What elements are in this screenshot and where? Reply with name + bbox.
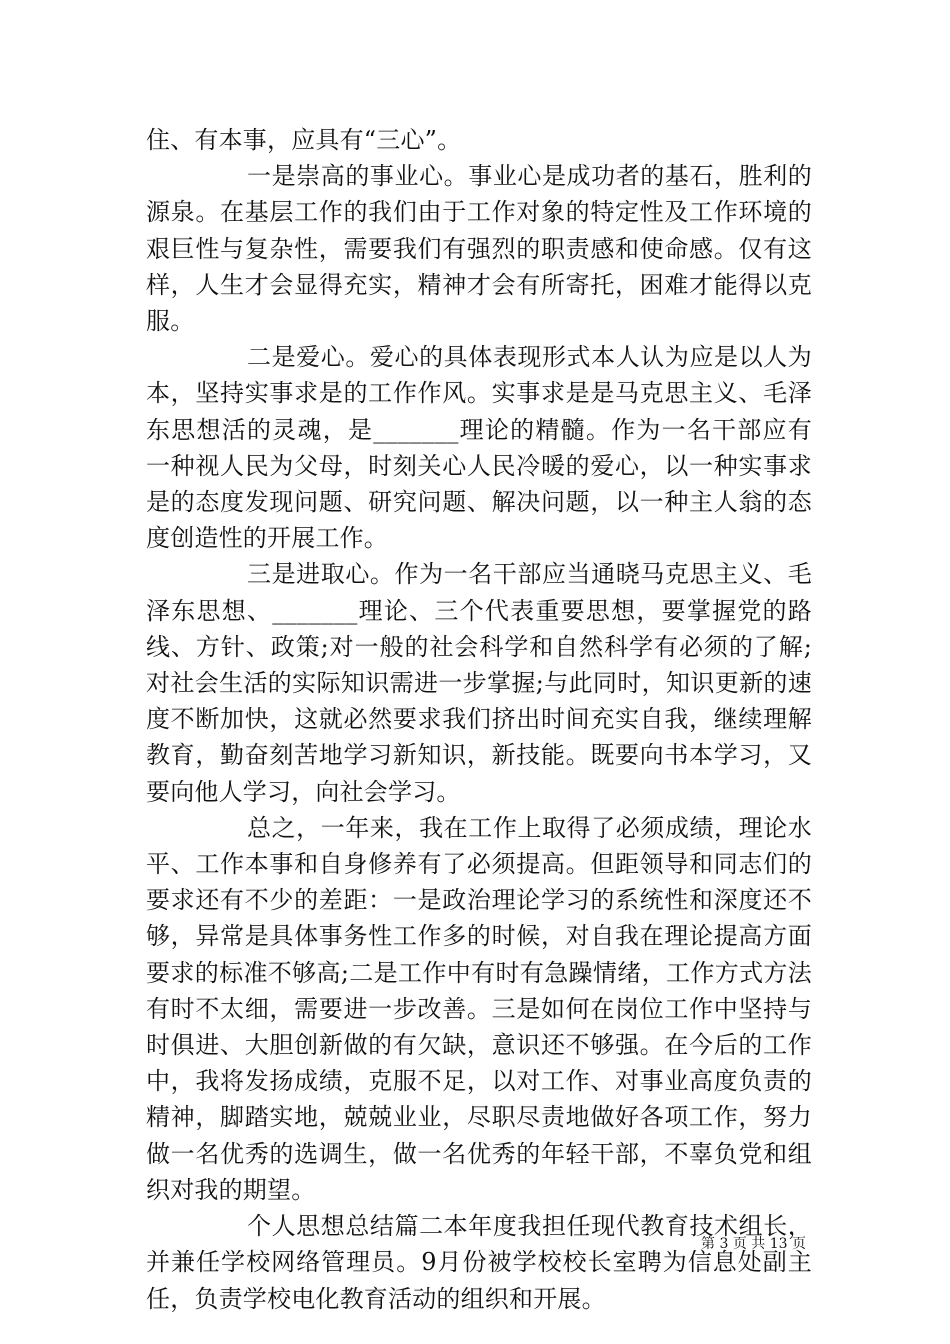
paragraph-summary: 总之，一年来，我在工作上取得了必须成绩，理论水平、工作本事和自身修养有了必须提高。但距领导和同志们的要求还有不少的差距：一是政治理论学习的系统性和深度还不够，异常是具体事务性工作多的时候，对自我在理论提高方面要求的标准不够高;二是工作中有时有急躁情绪，工作方式方法有时不太细，需要进一步改善。三是如何在岗位工作中坚持与时俱进、大胆创新做的有欠缺，意识还不够强。在今后的工作中，我将发扬成绩，克服不足，以对工作、对事业高度负责的精神，脚踏实地，兢兢业业，尽职尽责地做好各项工作，努力做一名优秀的选调生，做一名优秀的年轻干部，不辜负党和组织对我的期望。 <box>146 813 812 1204</box>
page-number: 第 3 页 共 13 页 <box>701 1236 806 1252</box>
paragraph-continuation: 住、有本事，应具有“三心”。 <box>146 126 462 154</box>
paragraph-part-two: 个人思想总结篇二本年度我担任现代教育技术组长，并兼任学校网络管理员。9月份被学校校长室聘为信息处副主任，负责学校电化教育活动的组织和开展。 <box>146 1212 812 1313</box>
paragraph-career-heart: 一是崇高的事业心。事业心是成功者的基石，胜利的源泉。在基层工作的我们由于工作对象的特定性及工作环境的艰巨性与复杂性，需要我们有强烈的职责感和使命感。仅有这样，人生才会显得充实，精神才会有所寄托，困难才能得以克服。 <box>146 162 812 336</box>
paragraph-progress-heart: 三是进取心。作为一名干部应当通晓马克思主义、毛泽东思想、_______理论、三个代表重要思想，要掌握党的路线、方针、政策;对一般的社会科学和自然科学有必须的了解;对社会生活的实际知识需进一步掌握;与此同时，知识更新的速度不断加快，这就必然要求我们挤出时间充实自我，继续理解教育，勤奋刻苦地学习新知识，新技能。既要向书本学习，又要向他人学习，向社会学习。 <box>146 560 812 806</box>
document-body <box>146 122 812 1317</box>
paragraph-love-heart: 二是爱心。爱心的具体表现形式本人认为应是以人为本，坚持实事求是的工作作风。实事求是是马克思主义、毛泽东思想活的灵魂，是_______理论的精髓。作为一名干部应有一种视人民为父母，时刻关心人民冷暖的爱心，以一种实事求是的态度发现问题、研究问题、解决问题，以一种主人翁的态度创造性的开展工作。 <box>146 343 812 553</box>
